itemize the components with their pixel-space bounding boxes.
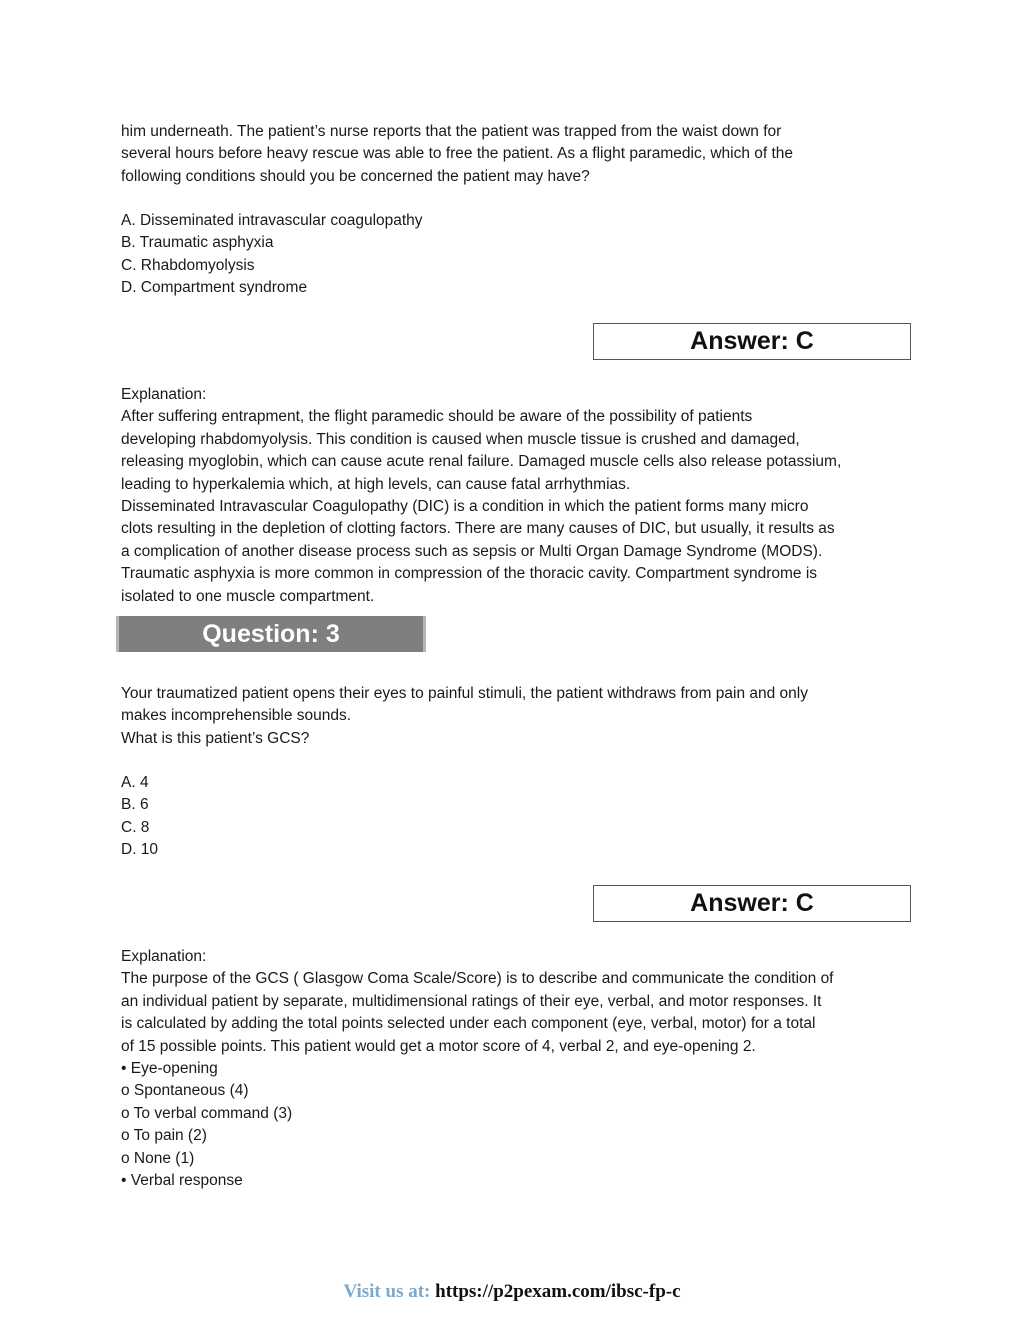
stem-line: Your traumatized patient opens their eyes to painful stimuli, the patient withdraws from pain and only bbox=[121, 685, 808, 702]
answer-box: Answer: C bbox=[593, 323, 911, 360]
stem-line: What is this patient’s GCS? bbox=[121, 729, 310, 747]
stem-line: him underneath. The patient’s nurse reports that the patient was trapped from the waist down for bbox=[121, 123, 782, 140]
explanation-line: releasing myoglobin, which can cause acute renal failure. Damaged muscle cells also release potassium, bbox=[121, 453, 842, 471]
option-d: D. 10 bbox=[121, 841, 159, 859]
option-b: B. Traumatic asphyxia bbox=[121, 234, 274, 252]
explanation-bullet: • Eye-opening bbox=[121, 1060, 218, 1078]
option-c: C. 8 bbox=[121, 818, 150, 836]
explanation-line: developing rhabdomyolysis. This condition is caused when muscle tissue is crushed and damaged, bbox=[121, 430, 800, 448]
question-3-stem bbox=[121, 683, 911, 750]
explanation-line: a complication of another disease process such as sepsis or Multi Organ Damage Syndrome (MODS). bbox=[121, 542, 823, 560]
explanation-line: of 15 possible points. This patient would get a motor score of 4, verbal 2, and eye-opening 2. bbox=[121, 1037, 756, 1055]
answer-box: Answer: C bbox=[593, 885, 911, 922]
visit-label: Visit us at: bbox=[343, 1281, 431, 1302]
explanation-line: leading to hyperkalemia which, at high levels, can cause fatal arrhythmias. bbox=[121, 475, 631, 493]
option-a: A. 4 bbox=[121, 774, 149, 791]
option-b: B. 6 bbox=[121, 796, 149, 814]
option-a: A. Disseminated intravascular coagulopathy bbox=[121, 212, 423, 229]
question-2-explanation bbox=[121, 384, 911, 608]
explanation-bullet: • Verbal response bbox=[121, 1172, 243, 1190]
footer bbox=[0, 1281, 1024, 1303]
explanation-subitem: o Spontaneous (4) bbox=[121, 1082, 249, 1100]
question-banner: Question: 3 bbox=[116, 616, 426, 652]
explanation-line: isolated to one muscle compartment. bbox=[121, 587, 375, 605]
stem-line: makes incomprehensible sounds. bbox=[121, 707, 352, 725]
stem-line: several hours before heavy rescue was able to free the patient. As a flight paramedic, which of the bbox=[121, 145, 794, 163]
option-c: C. Rhabdomyolysis bbox=[121, 256, 255, 274]
explanation-line: After suffering entrapment, the flight paramedic should be aware of the possibility of patients bbox=[121, 408, 753, 426]
explanation-subitem: o To verbal command (3) bbox=[121, 1104, 293, 1122]
question-2-stem bbox=[121, 121, 911, 188]
explanation-label: Explanation: bbox=[121, 386, 207, 403]
question-2-options bbox=[121, 210, 911, 300]
explanation-line: The purpose of the GCS ( Glasgow Coma Scale/Score) is to describe and communicate the condition of bbox=[121, 970, 834, 988]
question-3-options bbox=[121, 772, 911, 862]
question-3-explanation bbox=[121, 946, 911, 1192]
explanation-line: is calculated by adding the total points selected under each component (eye, verbal, motor) for a total bbox=[121, 1015, 816, 1033]
explanation-line: an individual patient by separate, multidimensional ratings of their eye, verbal, and motor responses. It bbox=[121, 992, 822, 1010]
option-d: D. Compartment syndrome bbox=[121, 279, 308, 297]
explanation-line: Traumatic asphyxia is more common in compression of the thoracic cavity. Compartment syndrome is bbox=[121, 565, 818, 583]
stem-line: following conditions should you be concerned the patient may have? bbox=[121, 167, 590, 185]
explanation-subitem: o None (1) bbox=[121, 1149, 195, 1167]
explanation-label: Explanation: bbox=[121, 948, 207, 965]
explanation-line: Disseminated Intravascular Coagulopathy (DIC) is a condition in which the patient forms many micro bbox=[121, 498, 809, 516]
explanation-line: clots resulting in the depletion of clotting factors. There are many causes of DIC, but usually, it results as bbox=[121, 520, 835, 538]
explanation-subitem: o To pain (2) bbox=[121, 1127, 207, 1145]
footer-link[interactable]: https://p2pexam.com/ibsc-fp-c bbox=[435, 1281, 681, 1302]
